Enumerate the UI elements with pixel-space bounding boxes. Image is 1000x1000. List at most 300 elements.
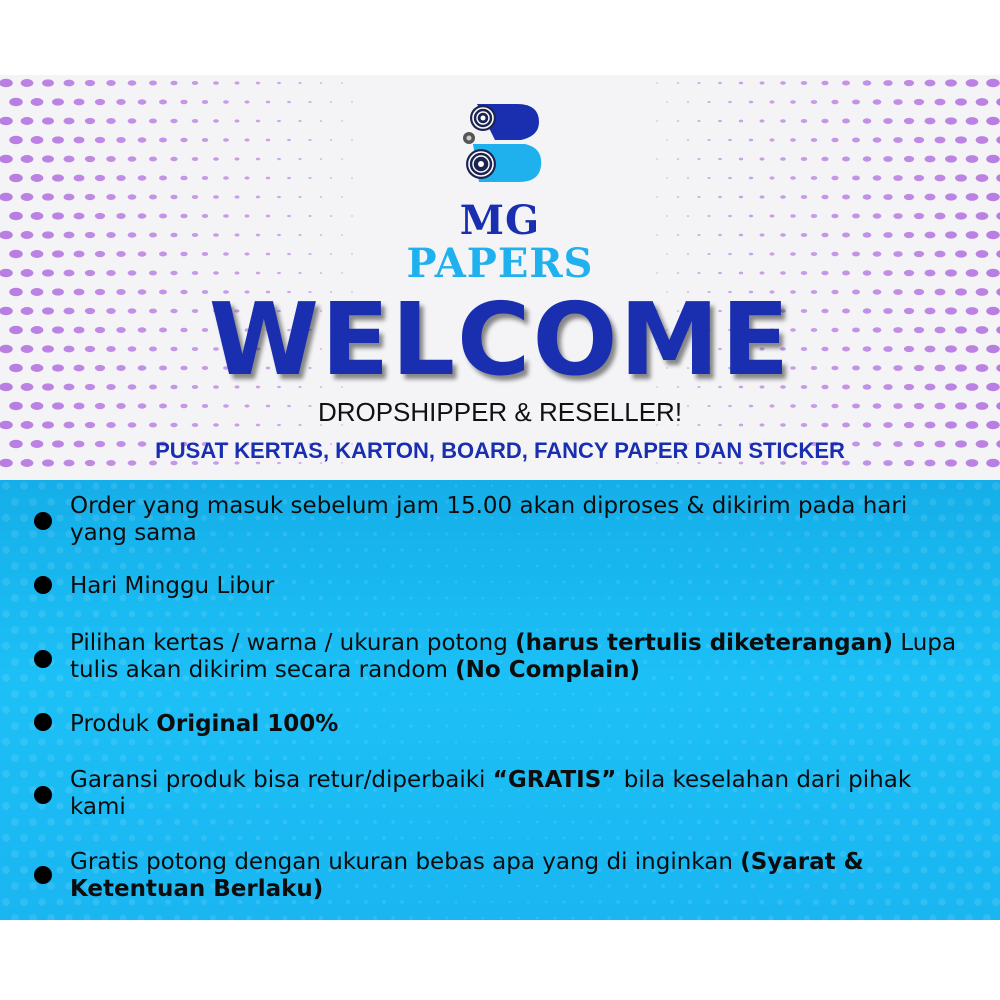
panel-dot [47, 850, 55, 858]
panel-dot [147, 483, 153, 489]
panel-dot [903, 739, 910, 746]
panel-dot [328, 548, 332, 552]
halftone-dot [821, 157, 828, 161]
panel-dot [509, 741, 512, 744]
panel-dot [138, 691, 145, 698]
halftone-dot [308, 139, 311, 141]
panel-dot [652, 740, 656, 744]
panel-dot [509, 485, 512, 488]
halftone-dot [780, 81, 786, 85]
panel-dot [418, 484, 421, 487]
halftone-dot [31, 174, 44, 182]
panel-dot [491, 837, 493, 839]
panel-dot [56, 866, 63, 873]
panel-dot [47, 914, 55, 920]
panel-dot [102, 691, 109, 698]
info-item-3 [70, 630, 970, 684]
panel-dot [974, 674, 982, 682]
panel-dot [237, 547, 242, 552]
panel-dot [165, 611, 171, 617]
panel-dot [436, 612, 439, 615]
halftone-dot [852, 100, 860, 105]
panel-dot [625, 756, 629, 760]
panel-dot [409, 692, 413, 696]
panel-dot [83, 914, 90, 920]
halftone-dot [811, 176, 817, 180]
halftone-dot [904, 80, 914, 86]
panel-dot [536, 693, 539, 696]
panel-dot [29, 818, 37, 826]
panel-dot [580, 612, 583, 615]
halftone-dot [63, 80, 74, 87]
panel-dot [607, 564, 611, 568]
panel-dot [56, 482, 63, 489]
panel-dot [93, 739, 100, 746]
halftone-dot [749, 139, 753, 142]
panel-dot [992, 770, 1000, 778]
panel-dot [795, 739, 801, 745]
panel-dot [20, 578, 28, 586]
panel-dot [427, 564, 430, 567]
panel-dot [554, 693, 557, 696]
panel-dot [974, 770, 982, 778]
panel-dot [598, 484, 602, 488]
panel-dot [418, 548, 421, 551]
panel-dot [38, 642, 46, 650]
panel-dot [482, 693, 485, 696]
halftone-dot [801, 119, 807, 123]
halftone-dot [128, 156, 137, 161]
panel-dot [697, 692, 702, 697]
panel-dot [38, 674, 46, 682]
halftone-dot [873, 137, 882, 142]
halftone-dot [202, 176, 208, 180]
panel-dot [992, 578, 1000, 586]
panel-dot [974, 642, 982, 650]
halftone-dot [95, 137, 105, 143]
panel-dot [210, 755, 216, 761]
panel-dot [562, 740, 565, 743]
panel-dot [301, 756, 306, 761]
panel-dot [192, 755, 198, 761]
halftone-dot [330, 177, 333, 179]
halftone-dot [769, 100, 774, 103]
halftone-dot [9, 136, 23, 144]
panel-dot [337, 916, 341, 920]
halftone-dot [831, 176, 838, 180]
item-text: Pilihan kertas / warna / ukuran potong [70, 630, 516, 656]
panel-dot [83, 562, 90, 569]
halftone-dot [21, 155, 34, 163]
halftone-dot [138, 137, 147, 142]
halftone-dot [831, 100, 838, 104]
panel-dot [545, 613, 548, 616]
panel-dot [283, 756, 288, 761]
panel-dot [56, 578, 63, 585]
halftone-dot [298, 82, 301, 84]
panel-dot [750, 691, 755, 696]
halftone-dot [976, 136, 989, 144]
halftone-dot [718, 82, 722, 84]
panel-dot [65, 690, 72, 697]
halftone-dot [298, 120, 301, 122]
halftone-dot [914, 175, 924, 181]
halftone-dot [0, 117, 13, 125]
panel-dot [29, 498, 37, 506]
panel-dot [274, 836, 279, 841]
halftone-dot [277, 82, 281, 84]
halftone-dot [52, 136, 64, 143]
panel-dot [876, 563, 883, 570]
halftone-dot [106, 118, 115, 124]
halftone-dot [159, 100, 167, 105]
panel-dot [83, 690, 90, 697]
halftone-dot [277, 120, 281, 122]
panel-dot [65, 562, 72, 569]
panel-dot [992, 738, 1000, 746]
halftone-dot [996, 174, 1000, 182]
panel-dot [795, 483, 801, 489]
item-text: Garansi produk bisa retur/diperbaiki [70, 767, 493, 793]
halftone-dot [666, 177, 668, 178]
halftone-dot [170, 119, 177, 123]
panel-dot [74, 482, 81, 489]
panel-dot [992, 546, 1000, 554]
panel-dot [473, 549, 476, 552]
panel-dot [129, 483, 136, 490]
panel-dot [319, 756, 324, 761]
panel-dot [355, 756, 359, 760]
panel-dot [500, 693, 502, 695]
halftone-dot [945, 117, 957, 124]
panel-dot [337, 564, 341, 568]
panel-dot [38, 610, 46, 618]
panel-dot [527, 741, 530, 744]
panel-dot [56, 642, 63, 649]
panel-dot [219, 611, 225, 617]
halftone-dot [852, 138, 860, 143]
panel-dot [947, 562, 954, 569]
panel-dot [210, 563, 216, 569]
panel-dot [518, 757, 521, 760]
panel-dot [598, 836, 602, 840]
panel-dot [2, 514, 10, 522]
panel-dot [246, 915, 251, 920]
panel-dot [301, 916, 306, 920]
panel-dot [382, 836, 386, 840]
panel-dot [382, 484, 386, 488]
brand-name-mg: MG [459, 197, 541, 244]
panel-dot [183, 547, 189, 553]
panel-dot [956, 738, 964, 746]
panel-dot [156, 691, 162, 697]
panel-dot [876, 755, 883, 762]
panel-dot [427, 916, 430, 919]
panel-dot [643, 564, 647, 568]
panel-dot [759, 835, 764, 840]
panel-dot [11, 722, 19, 730]
halftone-dot [697, 158, 700, 160]
panel-dot [786, 691, 792, 697]
panel-dot [219, 739, 225, 745]
panel-dot [777, 483, 783, 489]
panel-dot [894, 691, 901, 698]
panel-dot [20, 802, 28, 810]
halftone-dot [341, 120, 343, 121]
panel-dot [436, 836, 439, 839]
item-text: Lupa tulis akan dikirim secara random [70, 630, 957, 683]
panel-dot [867, 483, 874, 490]
panel-dot [74, 610, 81, 617]
panel-dot [473, 741, 476, 744]
halftone-dot [666, 101, 668, 102]
halftone-dot [811, 100, 817, 104]
panel-dot [20, 866, 28, 874]
panel-dot [554, 917, 557, 920]
panel-dot [373, 692, 377, 696]
halftone-dot [31, 136, 44, 144]
panel-dot [47, 626, 55, 634]
panel-dot [983, 914, 991, 920]
panel-dot [20, 738, 28, 746]
panel-dot [319, 564, 324, 569]
bullet-dot-icon [34, 650, 52, 668]
halftone-dot [213, 81, 219, 85]
panel-dot [2, 770, 10, 778]
panel-dot [337, 756, 341, 760]
panel-dot [580, 548, 583, 551]
panel-dot [974, 866, 982, 874]
halftone-dot [914, 99, 924, 105]
panel-dot [894, 915, 901, 920]
panel-dot [974, 706, 982, 714]
panel-dot [391, 692, 395, 696]
halftone-dot [180, 138, 187, 142]
panel-dot [938, 546, 945, 553]
panel-dot [255, 611, 260, 616]
halftone-dot [831, 138, 838, 142]
halftone-dot [9, 98, 23, 106]
panel-dot [11, 498, 19, 506]
panel-dot [328, 836, 332, 840]
panel-dot [670, 548, 674, 552]
halftone-dot [159, 176, 167, 181]
panel-dot [120, 691, 127, 698]
panel-dot [768, 755, 773, 760]
halftone-dot [739, 120, 743, 123]
panel-dot [301, 564, 306, 569]
halftone-dot [192, 157, 198, 161]
halftone-dot [138, 175, 147, 180]
panel-dot [580, 740, 583, 743]
panel-dot [912, 755, 919, 762]
panel-dot [750, 755, 755, 760]
panel-dot [697, 564, 702, 569]
panel-dot [445, 564, 448, 567]
panel-dot [786, 755, 792, 761]
panel-dot [786, 915, 792, 920]
panel-dot [688, 740, 693, 745]
panel-dot [840, 915, 846, 920]
item-text: Produk [70, 711, 157, 737]
panel-dot [500, 821, 502, 823]
panel-dot [56, 802, 63, 809]
halftone-dot [697, 120, 700, 122]
halftone-dot [986, 117, 1000, 125]
panel-dot [65, 914, 72, 920]
panel-dot [364, 612, 368, 616]
panel-dot [2, 578, 10, 586]
tagline: PUSAT KERTAS, KARTON, BOARD, FANCY PAPER DAN STICKER [155, 438, 845, 463]
panel-dot [11, 818, 19, 826]
panel-dot [20, 834, 28, 842]
panel-dot [418, 836, 421, 839]
halftone-dot [256, 158, 260, 161]
panel-dot [174, 915, 180, 920]
panel-dot [2, 642, 10, 650]
halftone-dot [73, 175, 84, 182]
panel-dot [992, 482, 1000, 490]
panel-dot [436, 740, 439, 743]
panel-dot [929, 690, 936, 697]
panel-dot [706, 484, 711, 489]
halftone-dot [728, 177, 732, 179]
panel-dot [607, 756, 611, 760]
panel-dot [831, 739, 837, 745]
panel-dot [903, 611, 910, 618]
panel-dot [894, 563, 901, 570]
panel-dot [706, 740, 711, 745]
panel-dot [822, 915, 828, 920]
panel-dot [768, 563, 773, 568]
panel-dot [355, 564, 359, 568]
panel-dot [20, 770, 28, 778]
panel-dot [724, 836, 729, 841]
panel-dot [237, 835, 242, 840]
panel-dot [2, 546, 10, 554]
panel-dot [29, 690, 37, 698]
panel-dot [616, 548, 620, 552]
panel-dot [2, 802, 10, 810]
halftone-dot [821, 119, 828, 123]
panel-dot [983, 658, 991, 666]
halftone-dot [863, 118, 872, 123]
panel-dot [364, 740, 368, 744]
panel-dot [715, 692, 720, 697]
panel-dot [409, 756, 413, 760]
bullet-dot-icon [34, 786, 52, 804]
panel-dot [885, 547, 892, 554]
panel-dot [473, 485, 476, 488]
panel-dot [545, 549, 548, 552]
panel-dot [992, 642, 1000, 650]
halftone-dot [739, 82, 743, 85]
panel-dot [545, 741, 548, 744]
halftone-dot [149, 119, 157, 124]
halftone-dot [42, 155, 54, 162]
panel-dot [310, 836, 315, 841]
halftone-dot [116, 175, 125, 181]
panel-dot [912, 563, 919, 570]
panel-dot [47, 562, 55, 570]
panel-dot [174, 755, 180, 761]
panel-dot [634, 548, 638, 552]
panel-dot [804, 563, 810, 569]
panel-dot [11, 786, 19, 794]
halftone-dot [924, 118, 935, 125]
panel-dot [2, 610, 10, 618]
panel-dot [436, 484, 439, 487]
panel-dot [11, 626, 19, 634]
halftone-dot [966, 155, 979, 163]
panel-dot [679, 756, 683, 760]
halftone-dot [95, 99, 105, 105]
panel-dot [20, 482, 28, 490]
panel-dot [491, 613, 493, 615]
panel-dot [849, 835, 855, 841]
panel-dot [237, 611, 242, 616]
panel-dot [65, 754, 72, 761]
panel-dot [938, 610, 945, 617]
panel-dot [2, 738, 10, 746]
panel-dot [885, 611, 892, 618]
panel-dot [768, 915, 773, 920]
panel-dot [255, 739, 260, 744]
panel-dot [724, 612, 729, 617]
panel-dot [292, 740, 297, 745]
panel-dot [165, 483, 171, 489]
panel-dot [364, 548, 368, 552]
panel-dot [616, 836, 620, 840]
panel-dot [464, 693, 467, 696]
panel-dot [382, 548, 386, 552]
halftone-dot [42, 79, 54, 86]
panel-dot [346, 548, 350, 552]
panel-dot [831, 483, 837, 489]
panel-dot [56, 770, 63, 777]
halftone-dot [728, 101, 732, 103]
panel-dot [759, 739, 764, 744]
panel-dot [500, 565, 502, 567]
halftone-dot [320, 82, 323, 84]
halftone-dot [202, 100, 208, 104]
halftone-dot [138, 99, 147, 104]
panel-dot [813, 611, 819, 617]
halftone-dot [106, 80, 115, 86]
panel-dot [741, 835, 746, 840]
panel-dot [74, 546, 81, 553]
panel-dot [56, 738, 63, 745]
panel-dot [482, 757, 485, 760]
panel-dot [310, 484, 315, 489]
panel-dot [983, 594, 991, 602]
halftone-dot [966, 79, 979, 87]
panel-dot [625, 916, 629, 920]
panel-dot [571, 564, 574, 567]
panel-dot [228, 563, 234, 569]
panel-dot [129, 547, 136, 554]
panel-dot [974, 514, 982, 522]
halftone-dot [9, 174, 23, 182]
panel-dot [858, 563, 864, 569]
panel-dot [156, 915, 162, 920]
panel-dot [974, 578, 982, 586]
info-item-2 [70, 573, 970, 600]
panel-dot [912, 915, 919, 920]
panel-dot [246, 563, 251, 568]
panel-dot [11, 690, 19, 698]
panel-dot [346, 612, 350, 616]
